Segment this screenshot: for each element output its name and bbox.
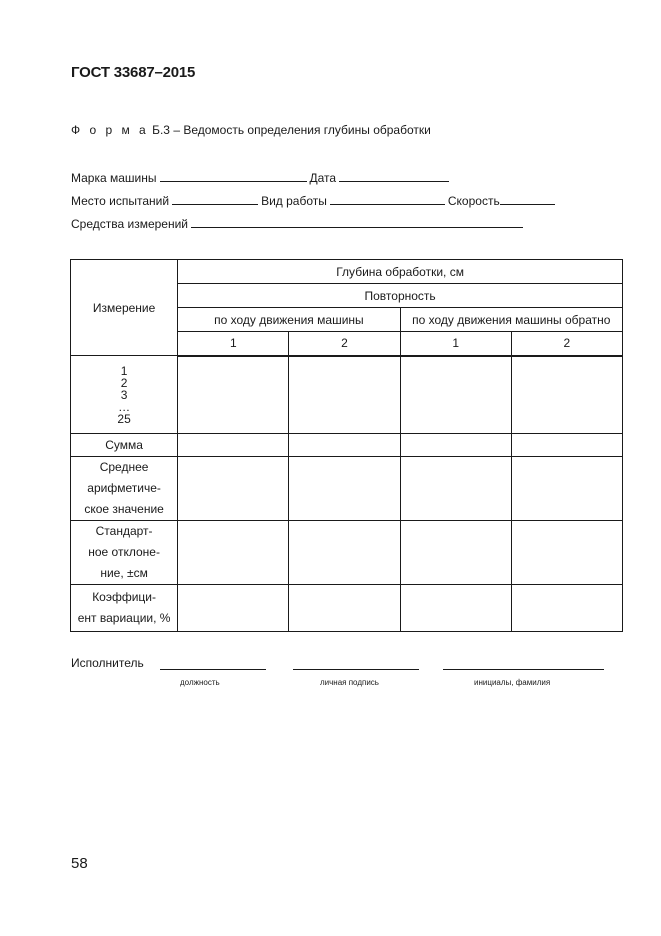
position-line[interactable] bbox=[160, 668, 266, 670]
executor-label: Исполнитель bbox=[71, 656, 144, 670]
row-number: 3 bbox=[120, 387, 128, 402]
std-label-line: Стандарт- bbox=[95, 523, 153, 538]
data-cell[interactable] bbox=[400, 520, 511, 584]
test-site-blank[interactable] bbox=[172, 193, 258, 205]
col-number: 1 bbox=[178, 332, 289, 356]
cv-label-line: ент вариации, % bbox=[77, 610, 171, 625]
depth-header: Глубина обработки, см bbox=[178, 260, 623, 284]
data-cell[interactable] bbox=[178, 584, 289, 631]
data-cell[interactable] bbox=[289, 356, 400, 434]
form-label: Ф о р м а bbox=[71, 123, 149, 137]
std-label-line: ние, ±см bbox=[100, 565, 148, 580]
date-blank[interactable] bbox=[339, 170, 449, 182]
data-cell[interactable] bbox=[400, 356, 511, 434]
data-cell[interactable] bbox=[511, 520, 622, 584]
sum-label: Сумма bbox=[71, 434, 178, 456]
row-number: 1 bbox=[120, 363, 128, 378]
data-cell[interactable] bbox=[511, 356, 622, 434]
position-caption: должность bbox=[180, 678, 220, 687]
direction-back-header: по ходу движения машины обратно bbox=[400, 308, 622, 332]
data-cell[interactable] bbox=[289, 434, 400, 456]
cv-label bbox=[71, 584, 178, 631]
col-number: 2 bbox=[511, 332, 622, 356]
data-cell[interactable] bbox=[178, 520, 289, 584]
work-type-label: Вид работы bbox=[261, 194, 327, 208]
data-cell[interactable] bbox=[289, 584, 400, 631]
machine-brand-blank[interactable] bbox=[160, 170, 307, 182]
depth-table bbox=[70, 259, 623, 632]
date-label: Дата bbox=[309, 171, 337, 185]
std-label bbox=[71, 520, 178, 584]
speed-blank[interactable] bbox=[500, 193, 555, 205]
mean-label-line: ское значение bbox=[84, 501, 164, 516]
col-number: 2 bbox=[289, 332, 400, 356]
repetition-header: Повторность bbox=[178, 284, 623, 308]
work-type-blank[interactable] bbox=[330, 193, 445, 205]
direction-forward-header: по ходу движения машины bbox=[178, 308, 400, 332]
data-cell[interactable] bbox=[400, 584, 511, 631]
page-number: 58 bbox=[71, 855, 88, 872]
data-cell[interactable] bbox=[178, 456, 289, 520]
std-label-line: ное отклоне- bbox=[88, 544, 160, 559]
instruments-blank[interactable] bbox=[191, 216, 523, 228]
document-header: ГОСТ 33687–2015 bbox=[71, 64, 196, 81]
machine-brand-label: Марка машины bbox=[71, 171, 157, 185]
col-number: 1 bbox=[400, 332, 511, 356]
data-cell[interactable] bbox=[400, 434, 511, 456]
cv-label-line: Коэффици- bbox=[92, 589, 156, 604]
speed-label: Скорость bbox=[447, 194, 500, 208]
test-site-label: Место испытаний bbox=[71, 194, 170, 208]
form-number: Б.3 bbox=[152, 123, 170, 137]
data-cell[interactable] bbox=[178, 434, 289, 456]
row-number: 2 bbox=[120, 375, 128, 390]
row-number: … bbox=[118, 399, 131, 414]
data-cell[interactable] bbox=[289, 520, 400, 584]
row-numbers-cell bbox=[71, 356, 178, 434]
initials-line[interactable] bbox=[443, 668, 604, 670]
measurement-header: Измерение bbox=[71, 260, 178, 356]
signature-line[interactable] bbox=[293, 668, 419, 670]
mean-label bbox=[71, 456, 178, 520]
mean-label-line: арифметиче- bbox=[87, 480, 161, 495]
field-row-3 bbox=[71, 216, 526, 231]
data-cell[interactable] bbox=[400, 456, 511, 520]
data-cell[interactable] bbox=[289, 456, 400, 520]
signature-caption: личная подпись bbox=[320, 678, 379, 687]
data-cell[interactable] bbox=[511, 456, 622, 520]
row-number: 25 bbox=[117, 411, 131, 426]
field-row-1 bbox=[71, 170, 452, 185]
data-cell[interactable] bbox=[511, 584, 622, 631]
initials-caption: инициалы, фамилия bbox=[474, 678, 551, 687]
mean-label-line: Среднее bbox=[99, 459, 149, 474]
instruments-label: Средства измерений bbox=[71, 217, 189, 231]
data-cell[interactable] bbox=[511, 434, 622, 456]
data-cell[interactable] bbox=[178, 356, 289, 434]
field-row-2 bbox=[71, 193, 558, 208]
form-title bbox=[71, 123, 431, 137]
form-title-text: – Ведомость определения глубины обработки bbox=[173, 123, 431, 137]
